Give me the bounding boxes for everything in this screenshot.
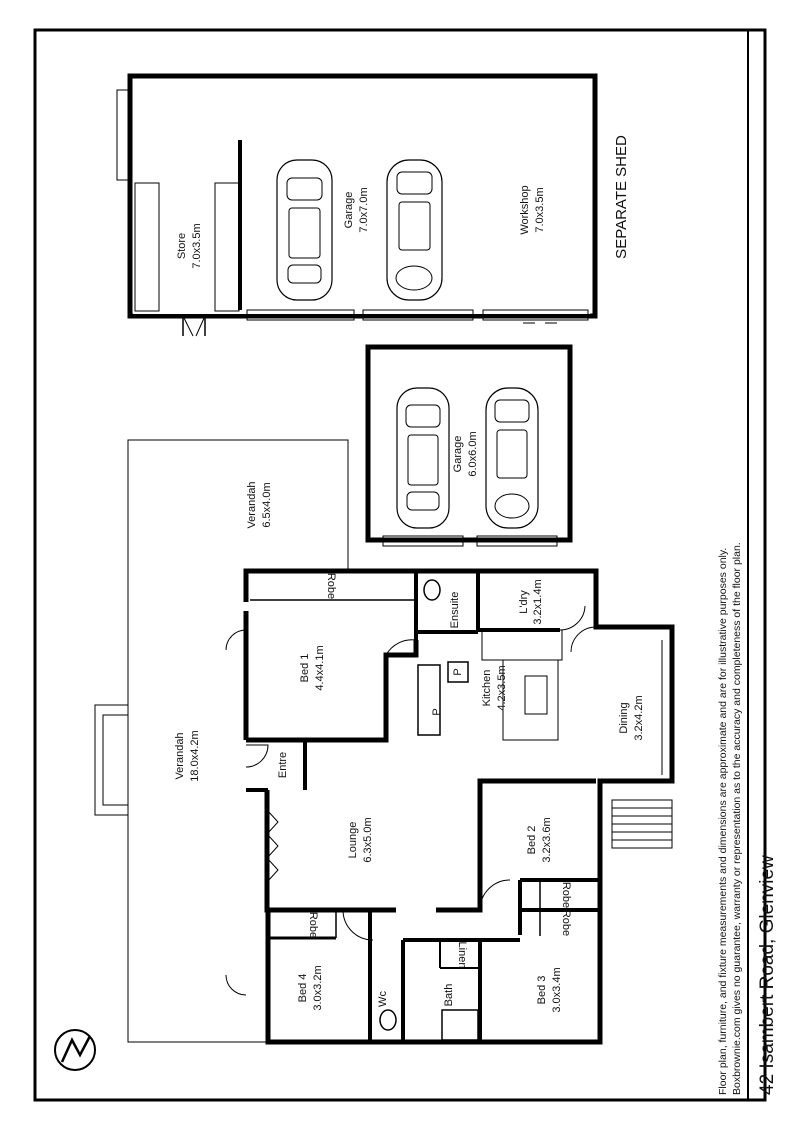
linen-label: Linen bbox=[456, 941, 468, 969]
room-laundry bbox=[518, 579, 544, 624]
wc-label: Wc bbox=[377, 991, 389, 1007]
car-icon bbox=[486, 388, 538, 528]
robe1-label: Robe bbox=[325, 572, 337, 600]
bed4-name: Bed 4 bbox=[297, 973, 309, 1003]
bed1-name: Bed 1 bbox=[299, 653, 311, 683]
room-wc bbox=[377, 991, 389, 1007]
room-bed-1 bbox=[299, 645, 326, 690]
dining-name: Dining bbox=[618, 702, 630, 734]
room-bath bbox=[443, 984, 455, 1007]
bed4-size: 3.0x3.2m bbox=[312, 965, 324, 1011]
room-robe-4 bbox=[307, 912, 319, 938]
room-kitchen bbox=[481, 665, 508, 710]
laundry-name: L'dry bbox=[518, 590, 530, 614]
pantry-p1: P bbox=[452, 668, 464, 676]
room-robe-2 bbox=[560, 882, 572, 908]
room-robe-3 bbox=[560, 910, 572, 936]
entre-label: Entre bbox=[277, 751, 289, 779]
room-linen bbox=[456, 942, 468, 969]
shed-garage-label bbox=[343, 187, 370, 232]
shed-title: SEPARATE SHED bbox=[613, 135, 630, 259]
store-size: 7.0x3.5m bbox=[191, 223, 203, 269]
house-walls bbox=[226, 571, 672, 1044]
bed2-name: Bed 2 bbox=[526, 825, 538, 855]
room-bed-4 bbox=[297, 965, 324, 1010]
workshop-size: 7.0x3.5m bbox=[534, 187, 546, 233]
shed-garage-size: 7.0x7.0m bbox=[358, 187, 370, 233]
bed3-name: Bed 3 bbox=[536, 975, 548, 1005]
room-bed-3 bbox=[536, 967, 563, 1012]
dining-size: 3.2x4.2m bbox=[633, 695, 645, 741]
room-entre bbox=[277, 752, 289, 778]
room-verandah-top bbox=[246, 481, 273, 528]
car-icon bbox=[387, 160, 442, 300]
verandah-top-size: 6.5x4.0m bbox=[261, 482, 273, 528]
disclaimer-line-2: Boxbrownie.com gives no guarantee, warranty or representation as to the accuracy and completeness of the floor plan. bbox=[731, 542, 743, 1095]
shed-garage-name: Garage bbox=[343, 191, 355, 229]
pantry-p2: P bbox=[431, 708, 443, 716]
bed1-size: 4.4x4.1m bbox=[314, 645, 326, 691]
workshop-name: Workshop bbox=[519, 185, 531, 235]
garage2-name: Garage bbox=[452, 435, 464, 473]
car-icon bbox=[397, 388, 449, 528]
bath-label: Bath bbox=[443, 983, 455, 1007]
room-dining bbox=[618, 695, 645, 740]
room-lounge bbox=[347, 817, 374, 862]
robe4-label: Robe bbox=[307, 911, 319, 939]
garage2-size: 6.0x6.0m bbox=[467, 431, 479, 477]
garage2-label bbox=[452, 431, 479, 476]
bed2-size: 3.2x3.6m bbox=[541, 817, 553, 863]
room-robe-1 bbox=[325, 573, 337, 599]
robe3-label: Robe bbox=[560, 909, 572, 937]
laundry-size: 3.2x1.4m bbox=[532, 579, 544, 625]
verandah-main-name: Verandah bbox=[174, 732, 186, 780]
room-bed-2 bbox=[526, 817, 553, 862]
ensuite-label: Ensuite bbox=[449, 591, 461, 629]
north-arrow-icon bbox=[55, 1030, 95, 1070]
bed3-size: 3.0x3.4m bbox=[551, 967, 563, 1013]
lounge-name: Lounge bbox=[347, 821, 359, 859]
verandah-top-name: Verandah bbox=[246, 481, 258, 529]
verandah-main-size: 18.0x4.2m bbox=[189, 730, 201, 782]
room-verandah-main bbox=[174, 730, 201, 781]
room-ensuite bbox=[449, 592, 461, 629]
shed-store-label bbox=[176, 223, 203, 268]
property-address: 42 Isambert Road, Glenview bbox=[757, 855, 778, 1095]
kitchen-name: Kitchen bbox=[481, 669, 493, 707]
kitchen-size: 4.2x3.5m bbox=[496, 665, 508, 711]
robe2-label: Robe bbox=[560, 881, 572, 909]
disclaimer-line-1: Floor plan, furniture, and fixture measurements and dimensions are approximate and are for illustrative purposes only. bbox=[717, 547, 729, 1095]
shed-workshop-label bbox=[519, 185, 546, 234]
store-name: Store bbox=[176, 232, 188, 260]
car-icon bbox=[277, 160, 332, 300]
lounge-size: 6.3x5.0m bbox=[362, 817, 374, 863]
